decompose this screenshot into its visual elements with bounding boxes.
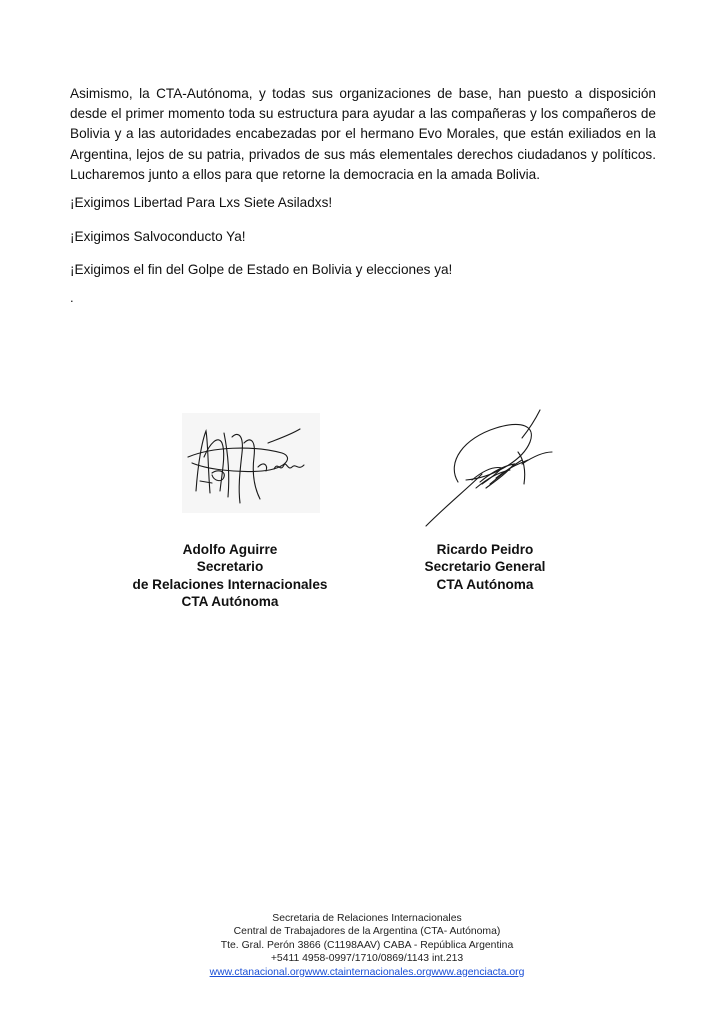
signatory-name: Ricardo Peidro [436, 542, 534, 557]
signatory-role-detail: de Relaciones Internacionales [132, 576, 328, 592]
signatory-organization: CTA Autónoma [436, 576, 534, 592]
footer-department: Secretaria de Relaciones Internacionales [272, 913, 462, 924]
footer-website-links[interactable]: www.ctanacional.orgwww.ctainternacionales.orgwww.agenciacta.org [209, 966, 525, 978]
signatory-role: Secretario [196, 559, 264, 575]
signatory-block-aguirre [110, 541, 350, 611]
signatory-role: Secretario General [424, 559, 546, 575]
body-paragraph-4: ¡Exigimos el fin del Golpe de Estado en Bolivia y elecciones ya! [70, 262, 453, 277]
footer-phone: +5411 4958-0997/1710/0869/1143 int.213 [270, 953, 464, 965]
footer-address: Tte. Gral. Perón 3866 (C1198AAV) CABA - República Argentina [220, 939, 514, 951]
signature-aguirre-image [182, 413, 320, 513]
body-paragraph-2: ¡Exigimos Libertad Para Lxs Siete Asiladxs! [70, 195, 333, 210]
signatory-organization: CTA Autónoma [181, 594, 279, 610]
signatory-name: Adolfo Aguirre [182, 542, 278, 557]
signatory-block-peidro [370, 541, 600, 593]
trailing-period: . [70, 290, 74, 305]
body-paragraph-3: ¡Exigimos Salvoconducto Ya! [70, 229, 246, 244]
footer-organization: Central de Trabajadores de la Argentina (CTA- Autónoma) [233, 926, 501, 938]
letterhead-footer [150, 912, 584, 979]
signature-peidro-image [418, 408, 554, 530]
body-paragraph-1: Asimismo, la CTA-Autónoma, y todas sus organizaciones de base, han puesto a disposición desde el primer momento toda su estructura para ayudar a las compañeras y los compañeros de Bolivia y a las autoridades encabezadas por el hermano Evo Morales, que están exiliados en la Argentina, lejos de su patria, privados de sus más elementales derechos ciudadanos y políticos. Lucharemos junto a ellos para que retorne la democracia en la amada Bolivia. [70, 86, 656, 182]
